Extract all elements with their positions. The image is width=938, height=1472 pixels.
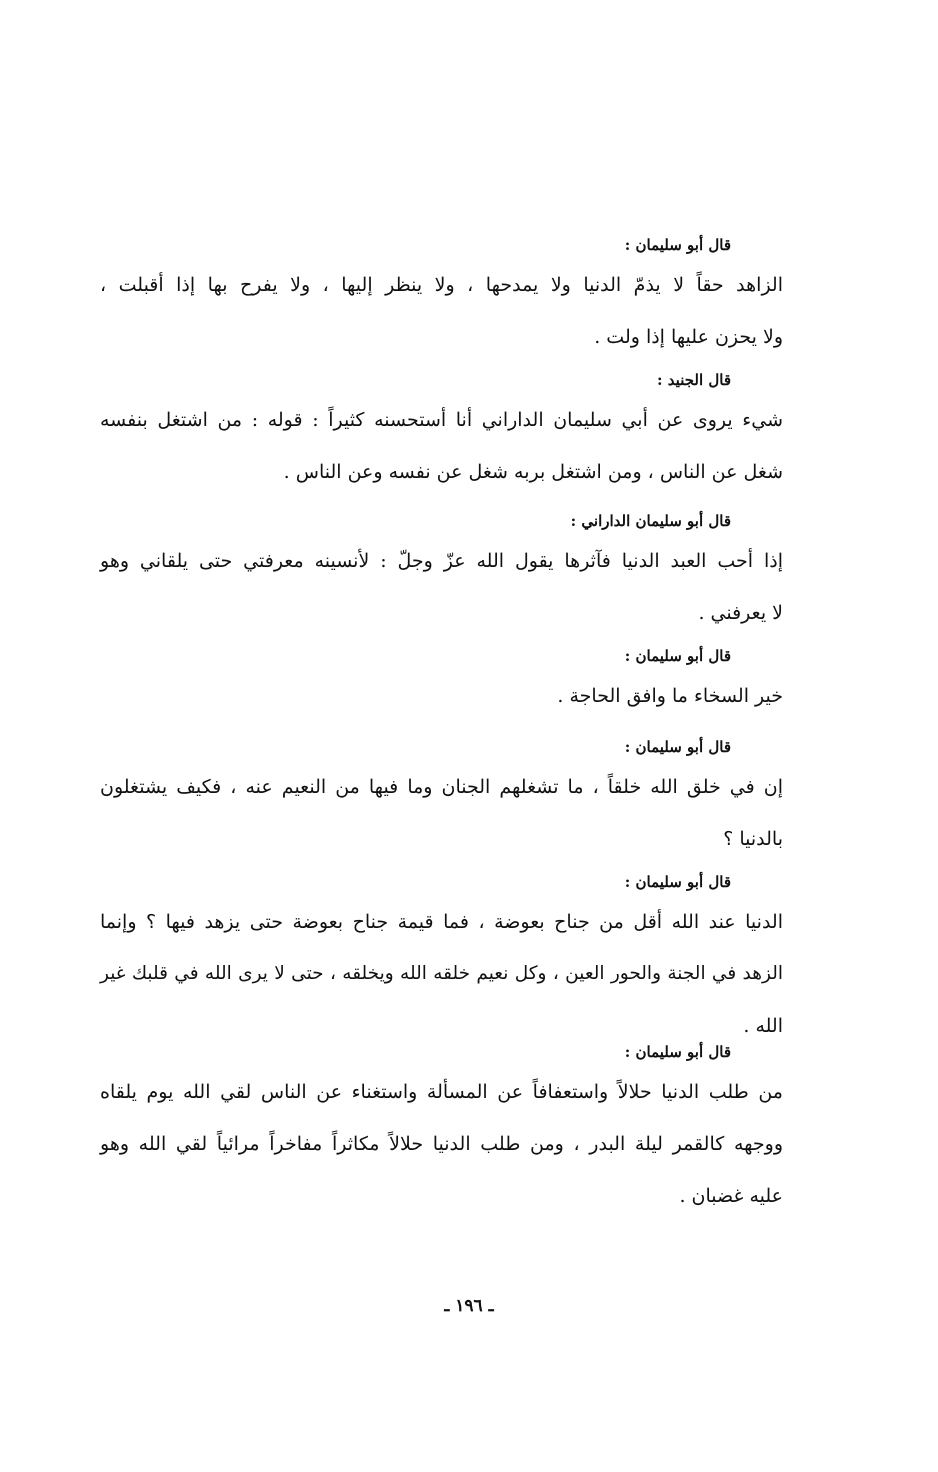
text-line: شيء يروى عن أبي سليمان الداراني أنا أستحسنه كثيراً : قوله : من اشتغل بنفسه: [100, 409, 783, 431]
text-line: من طلب الدنيا حلالاً واستعفافاً عن المسألة واستغناء عن الناس لقي الله يوم يلقاه: [100, 1081, 783, 1103]
section-heading: قال أبو سليمان :: [624, 738, 731, 756]
section-heading: قال أبو سليمان :: [624, 1043, 731, 1061]
section-heading: قال الجنيد :: [657, 371, 731, 389]
quote-section: [100, 1040, 783, 1208]
section-heading: قال أبو سليمان :: [624, 236, 731, 254]
quote-section: [100, 870, 783, 1038]
text-line: ولا يحزن عليها إذا ولت .: [594, 326, 783, 348]
text-line: الزاهد حقاً لا يذمّ الدنيا ولا يمدحها ، ولا ينظر إليها ، ولا يفرح بها إذا أقبلت ،: [100, 274, 783, 296]
text-line: لا يعرفني .: [698, 602, 783, 624]
text-line: بالدنيا ؟: [723, 828, 783, 850]
text-line: خير السخاء ما وافق الحاجة .: [557, 685, 783, 707]
quote-section: [100, 233, 783, 349]
quote-section: [100, 735, 783, 851]
text-line: عليه غضبان .: [679, 1185, 783, 1207]
section-heading: قال أبو سليمان :: [624, 873, 731, 891]
text-line: الدنيا عند الله أقل من جناح بعوضة ، فما قيمة جناح بعوضة حتى يزهد فيها ؟ وإنما: [100, 911, 783, 933]
text-line: الله .: [743, 1015, 783, 1037]
quote-section: [100, 509, 783, 625]
text-line: إن في خلق الله خلقاً ، ما تشغلهم الجنان وما فيها من النعيم عنه ، فكيف يشتغلون: [100, 776, 783, 798]
text-line: شغل عن الناس ، ومن اشتغل بربه شغل عن نفسه وعن الناس .: [283, 461, 783, 483]
page-number: ـ ١٩٦ ـ: [444, 1296, 494, 1316]
text-line: إذا أحب العبد الدنيا فآثرها يقول الله عزّ وجلّ : لأنسينه معرفتي حتى يلقاني وهو: [100, 550, 783, 572]
text-line: الزهد في الجنة والحور العين ، وكل نعيم خلقه الله ويخلقه ، حتى لا يرى الله في قلبك غير: [100, 963, 783, 984]
quote-section: [100, 644, 783, 708]
section-heading: قال أبو سليمان الداراني :: [570, 512, 731, 530]
quote-section: [100, 368, 783, 484]
section-heading: قال أبو سليمان :: [624, 647, 731, 665]
text-line: ووجهه كالقمر ليلة البدر ، ومن طلب الدنيا حلالاً مكاثراً مفاخراً مرائياً لقي الله وهو: [100, 1133, 783, 1155]
